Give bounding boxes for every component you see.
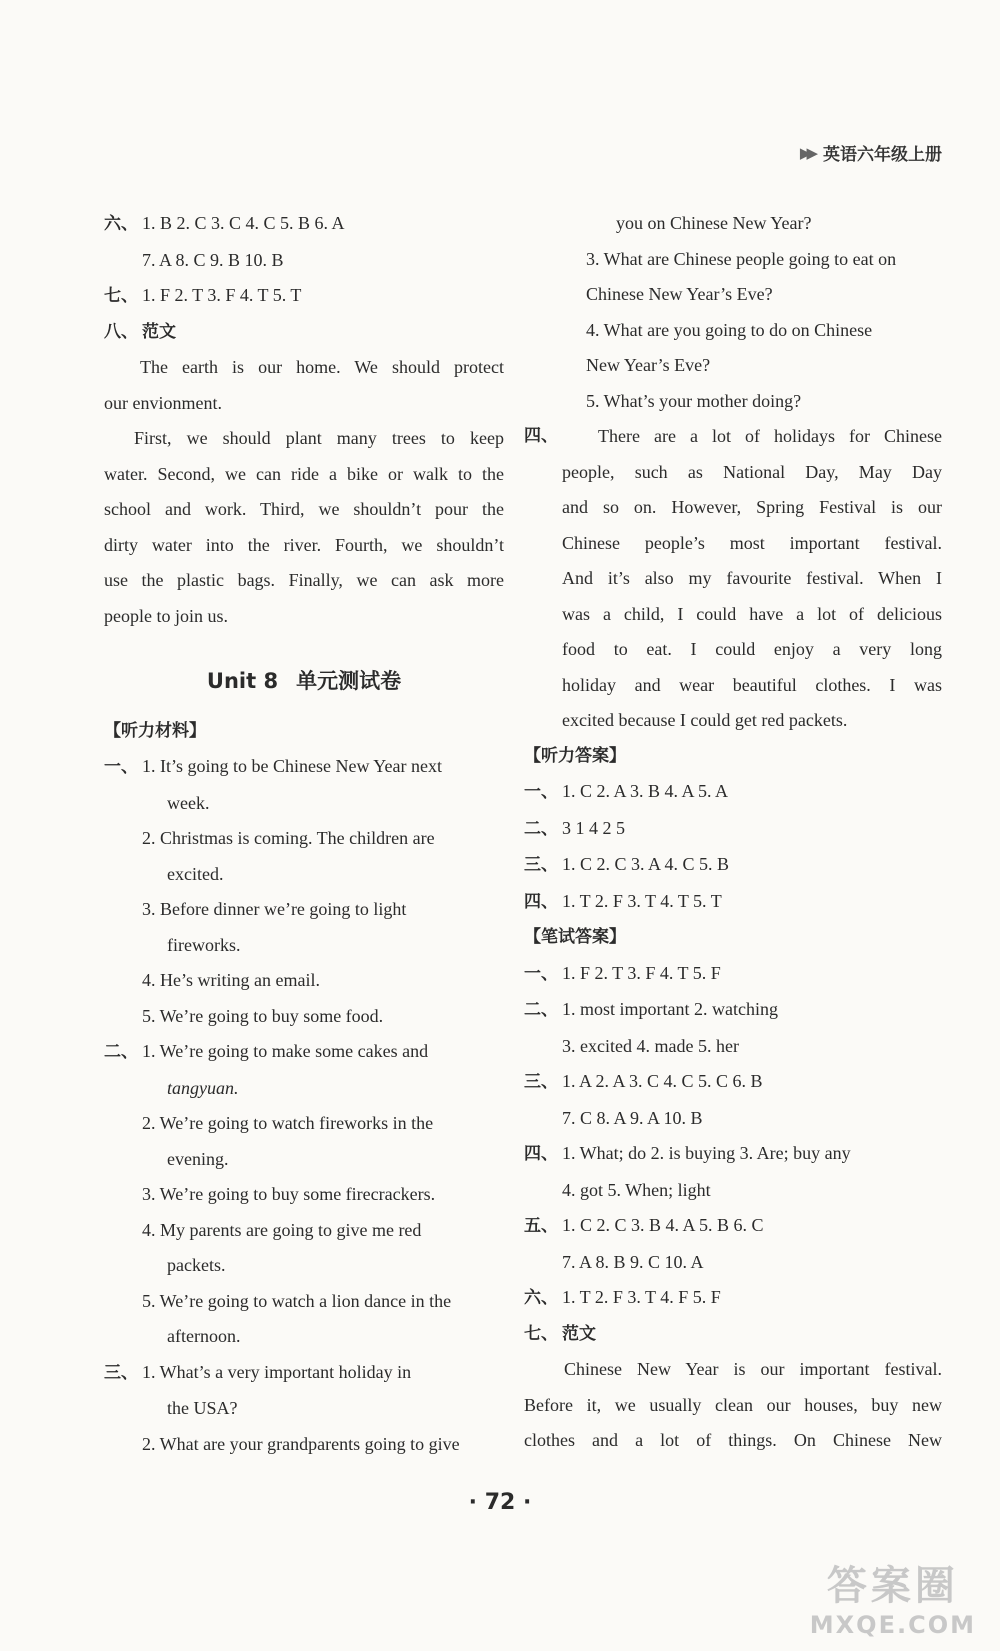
answers-block: 【听力答案】 一、 1. C 2. A 3. B 4. A 5. A 二、 3 1 4 2 5 三、 1. C 2. C 3. A 4. C 5. B 四、 1. T 2. F 3. T 4. T 5. T 【笔试答案】 一、 1. F 2. T 3. F 4. T 5. F 二、 1. most important 2. watching 3. excited 4. made 5. her 三、 1. A 2. A 3. C 4. C 5. C 6. B 7. C 8. A 9. A 10. B 四、 1. What; do 2. is buying 3. Are; buy any 4. got 5. When; light 五、 1. C 2. C 3. B 4. A 5. B 6. C 7. A 8. B 9. C 10. A 六、 1. T 2. F 3. T 4. F 5. F 七、 范文 Chinese New Year is our important festival. Before it, we usually clean our houses, buy new clothes and a lot of things. On Chinese New: [524, 739, 942, 1459]
written-answers-heading: 【笔试答案】: [524, 927, 626, 947]
right-column: you on Chinese New Year? 3. What are Chinese people going to eat on Chinese New Year’s Eve? 4. What are you going to do on Chinese New Year’s Eve? 5. What’s your mother doing? 四、 There are a lot of holidays for Chinese people, such as National Day, May Day and so on. However, Spring Festival is our Chinese people’s most important festival. And it’s also my favourite festival. When I was a child, I could have a lot of delicious food to eat. I could enjoy a very long holiday and wear beautiful clothes. I was excited because I could get red packets. 【听力答案】 一、 1. C 2. A 3. B 4. A 5. A 二、 3 1 4 2 5 三、 1. C 2. C 3. A 4. C 5. B 四、 1. T 2. F 3. T 4. T 5. T 【笔试答案】 一、 1. F 2. T 3. F 4. T 5. F 二、 1. most important 2. watching 3. excited 4. made 5. her 三、 1. A 2. A 3. C 4. C 5. C 6. B 7. C 8. A 9. A 10. B 四、 1. What; do 2. is buying 3. Are; buy any 4. got 5. When; light 五、 1. C 2. C 3. B 4. A 5. B 6. C 7. A 8. B 9. C 10. A 六、 1. T 2. F 3. T 4. F 5. F 七、 范文 Chinese New Year is our important festival. Before it, we usually clean our houses, buy new clothes and a lot of things. On Chinese New: [548, 206, 942, 1459]
page-number: · 72 ·: [468, 1490, 532, 1515]
arrow-icon: ▶▶: [799, 143, 813, 162]
listening-material-heading: 【听力材料】: [104, 720, 206, 741]
section-heading: 八、 范文: [104, 321, 176, 342]
watermark-logo: 答案圈 MXQE.COM: [809, 1563, 976, 1639]
listening-part-2: 二、 1. We’re going to make some cakes and tangyuan. 2. We’re going to watch fireworks in the evening. 3. We’re going to buy some firecrackers. 4. My parents are going to give me red packets. 5. We’re going to watch a lion dance in the afternoon.: [104, 1041, 452, 1346]
left-column: [104, 206, 504, 1462]
sample-essay: The earth is our home. We should protect our envionment. First, we should plant many trees to keep water. Second, we can ride a bike or walk to the school and work. Third, we shouldn’t pour the dirty water into the river. Fourth, we shouldn’t use the plastic bags. Finally, we can ask more people to join us.: [104, 357, 504, 626]
unit-title: Unit 8 单元测试卷: [206, 669, 402, 693]
book-title: 英语六年级上册: [823, 145, 942, 165]
listening-answers-heading: 【听力答案】: [524, 745, 626, 766]
answer-row: 六、 1. B 2. C 3. C 4. C 5. B 6. A: [104, 213, 345, 234]
answer-row: 七、 1. F 2. T 3. F 4. T 5. T: [104, 285, 302, 306]
listening-part-3: 三、 1. What’s a very important holiday in the USA? 2. What are your grandparents going to give: [104, 1361, 460, 1454]
answer-row: 7. A 8. C 9. B 10. B: [142, 249, 284, 270]
listening-part-4: 四、 There are a lot of holidays for Chinese people, such as National Day, May Day and so on. However, Spring Festival is our Chinese people’s most important festival. And it’s also my favourite festival. When I was a child, I could have a lot of delicious food to eat. I could enjoy a very long holiday and wear beautiful clothes. I was excited because I could get red packets.: [524, 426, 942, 730]
sample-essay: Chinese New Year is our important festival. Before it, we usually clean our houses, buy new clothes and a lot of things. On Chinese New: [524, 1359, 942, 1450]
listening-part-1: 一、 1. It’s going to be Chinese New Year next week. 2. Christmas is coming. The children are excited. 3. Before dinner we’re going to light fireworks. 4. He’s writing an email. 5. We’re going to buy some food.: [104, 756, 442, 1026]
page-header: [800, 140, 942, 165]
section-heading: 七、 范文: [524, 1323, 596, 1344]
